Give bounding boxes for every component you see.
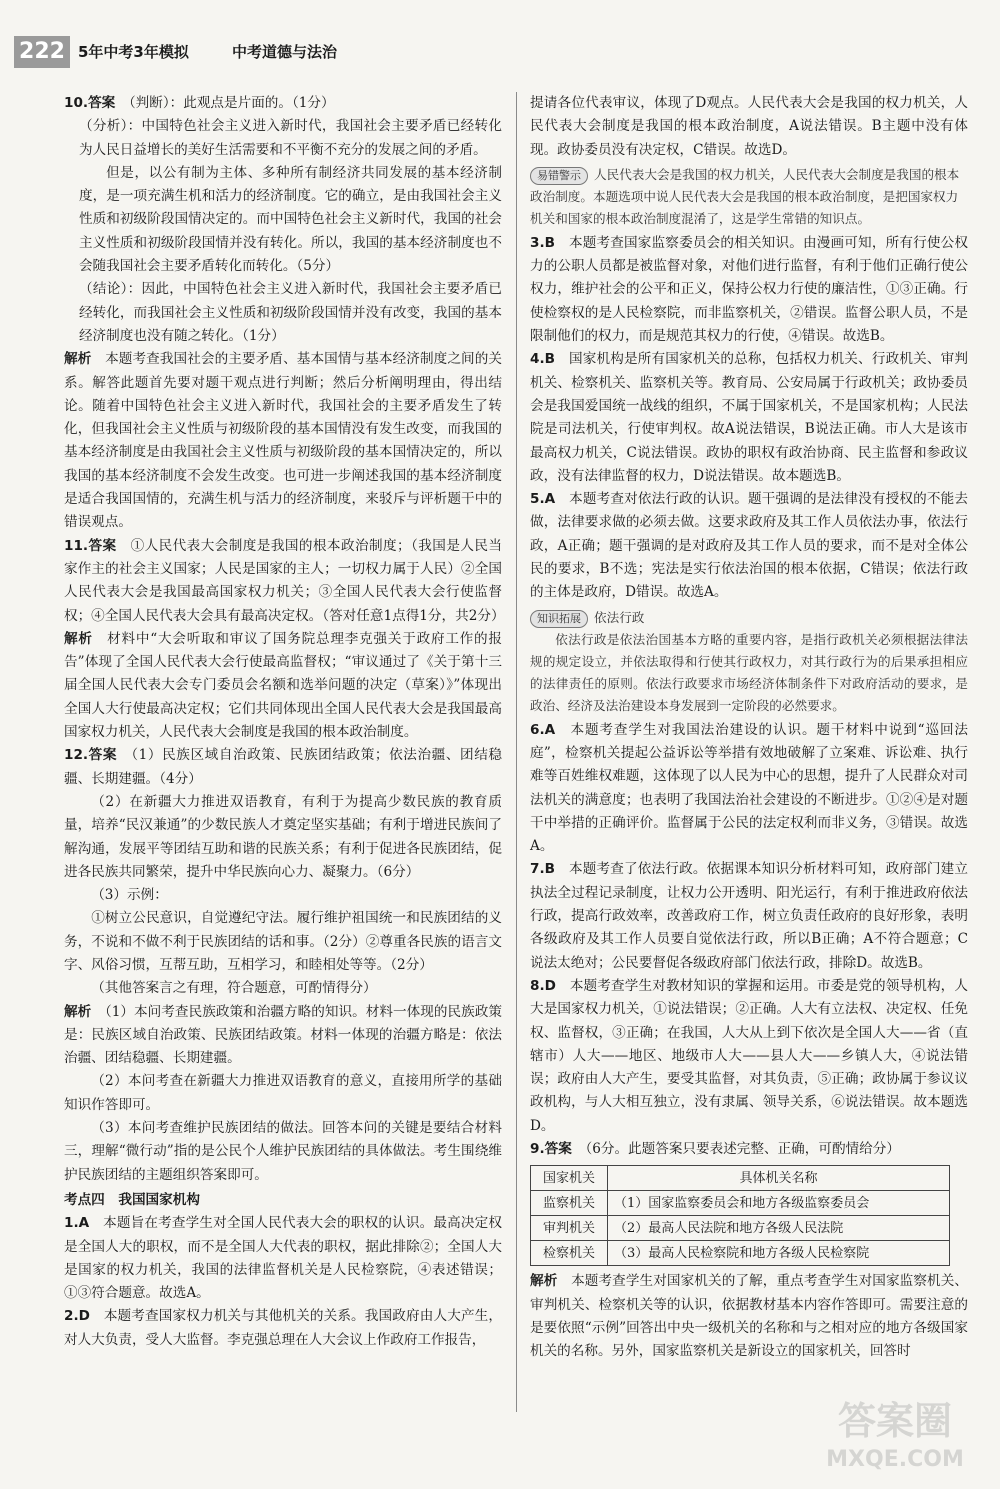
knowledge-extension-tip [530,607,968,717]
section-title: 考点四 我国国家机构 [64,1191,200,1208]
page-header [0,0,1000,72]
q2-answer: 2.D 本题考查国家权力机关与其他机关的关系。我国政府由人大产生，对人大负责，受人大监督。李克强总理在人大会议上作政府工作报告， [64,1308,503,1348]
q12-explanation-2: （2）本问考查在新疆大力推进双语教育的意义，直接用所学的基础知识作答即可。 [64,1073,502,1113]
q12-answer-2: （2）在新疆大力推进双语教育，有利于为提高少数民族的教育质量，培养“民汉兼通”的少数民族人才奠定坚实基础；有利于增进民族间了解沟通，发展平等团结互助和谐的民族关系；有利于促进各民族团结，促进各民族共同繁荣，提升中华民族向心力、凝聚力。（6分） [64,793,502,880]
q7-answer: 7.B 本题考查了依法行政。依据课本知识分析材料可知，政府部门建立执法全过程记录制度，让权力公开透明、阳光运行，有利于推进政府依法行政，提高行政效率，改善政府工作，树立负责任政府的良好形象，表明各级政府及其工作人员要自觉依法行政，所以B正确；A不符合题意；C说法太绝对；公民要督促各级政府部门依法行政，排除D。故选B。 [530,861,969,971]
q1-answer: 1.A 本题旨在考查学生对全国人民代表大会的职权的认识。最高决定权是全国人大的职权，而不是全国人大代表的职权，据此排除②；全国人大是国家的权力机关，我国的法律监督机关是人民检察院，④表述错误；①③符合题意。故选A。 [64,1215,503,1302]
tip-text: 人民代表大会是我国的权力机关，人民代表大会制度是我国的根本政治制度。本题选项中说人民代表大会是我国的根本政治制度，是把国家权力机关和国家的根本政治制度混淆了，这是学生常错的知识点。 [530,166,960,226]
q10-explanation: 解析 本题考查我国社会的主要矛盾、基本国情与基本经济制度之间的关系。解答此题首先要对题干观点进行判断；然后分析阐明理由，得出结论。随着中国特色社会主义进入新时代，我国社会的主要矛盾发生了转化，但我国社会主义性质与初级阶段的基本国情没有发生改变，而我国的基本经济制度是由我国社会主义性质与初级阶段的基本国情决定的，所以我国的基本经济制度不会发生改变。也可进一步阐述我国的基本经济制度是适合我国国情的，充满生机与活力的经济制度，来驳斥与评析题干中的错误观点。 [64,351,503,531]
q12-explanation-3: （3）本问考查维护民族团结的做法。回答本问的关键是要结合材料三，理解“微行动”指的是公民个人维护民族团结的具体做法。考生围绕维护民族团结的主题组织答案即可。 [64,1120,502,1183]
table-cell: 监察机关 [531,1191,608,1216]
table-header-cell: 国家机关 [531,1166,608,1191]
table-cell: （1）国家监察委员会和地方各级监察委员会 [608,1191,950,1216]
q12-answer-5: （其他答案言之有理，符合题意，可酌情得分） [91,980,377,997]
q4-answer: 4.B 国家机构是所有国家机关的总称，包括权力机关、行政机关、审判机关、检察机关、监察机关等。教育局、公安局属于行政机关；政协委员会是我国爱国统一战线的组织，不属于国家机关，不是国家机构；人民法院是司法机关，行使审判权。故A说法错误，B说法正确。市人大是该市最高权力机关，C说法错误。政协的职权有政治协商、民主监督和参政议政，没有法律监督的权力，D说法错误。故本题选B。 [530,351,969,484]
tip-title: 依法行政 [594,609,645,625]
q9-explanation: 解析 本题考查学生对国家机关的了解，重点考查学生对国家监察机关、审判机关、检察机关等的认识，依据教材基本内容作答即可。需要注意的是要依照“示例”回答出中央一级机关的名称和与之相对应的地方各级国家机关的名称。另外，国家监察机关是新设立的国家机关，回答时 [530,1273,969,1360]
q12-answer: 12.答案 （1）民族区域自治政策、民族团结政策；依法治疆、团结稳疆、长期建疆。（4分） [64,747,503,787]
watermark-url: MXQE.COM [826,1447,964,1472]
table-row [531,1191,950,1216]
table-cell: 审判机关 [531,1216,608,1241]
q12-answer-3: （3）示例： [91,887,168,904]
tip-text: 依法行政是依法治国基本方略的重要内容，是指行政机关必须根据法律法规的规定设立，并依法取得和行使其行政权力，对其行政行为的后果承担相应的法律责任的原则。依法行政要求市场经济体制条件下对政府活动的要求，是政治、经济及法治建设本身发展到一定阶段的必然要求。 [530,631,968,713]
table-header-cell: 具体机关名称 [608,1166,950,1191]
table-cell: （2）最高人民法院和地方各级人民法院 [608,1216,950,1241]
q12-answer-4: ①树立公民意识，自觉遵纪守法。履行维护祖国统一和民族团结的义务，不说和不做不利于民族团结的话和事。（2分）②尊重各民族的语言文字、风俗习惯，互帮互助，互相学习，和睦相处等等。（2分） [64,910,502,973]
error-warning-tip [530,164,968,230]
page-number: 222 [14,36,70,68]
watermark-text: 答案圈 [837,1399,953,1443]
column-divider [516,92,517,1412]
q5-answer: 5.A 本题考查对依法行政的认识。题干强调的是法律没有授权的不能去做，法律要求做的必须去做。这要求政府及其工作人员依法办事，依法行政，A正确；题干强调的是对政府及其工作人员的要求，而不是对全体公民的要求，B不选；宪法是实行依法治国的根本依据，C错误；依法行政的主体是政府，D错误。故选A。 [530,491,969,601]
q10-conclusion: （结论）：因此，中国特色社会主义进入新时代，我国社会主要矛盾已经转化，而我国社会主义性质和初级阶段国情并没有改变，我国的基本经济制度也没有随之转化。（1分） [78,281,502,344]
q12-explanation: 解析 （1）本问考查民族政策和治疆方略的知识。材料一体现的民族政策是：民族区域自治政策、民族团结政策。材料一体现的治疆方略是：依法治疆、团结稳疆、长期建疆。 [64,1003,503,1067]
table-row [531,1216,950,1241]
q6-answer: 6.A 本题考查学生对我国法治建设的认识。题干材料中说到“巡回法庭”，检察机关提起公益诉讼等举措有效地破解了立案难、诉讼难、执行难等百姓维权难题，这体现了以人民为中心的思想，提升了人民群众对司法机关的满意度；也表明了我国法治社会建设的不断进步。①②④是对题干中举措的正确评价。监督属于公民的法定权利而非义务，③错误。故选A。 [530,721,969,855]
right-column [530,92,968,1363]
q8-answer: 8.D 本题考查学生对教材知识的掌握和运用。市委是党的领导机构，人大是国家权力机关，①说法错误；②正确。人大有立法权、决定权、任免权、监督权，③正确；在我国，人大从上到下依次是全国人大——省（直辖市）人大——地区、地级市人大——县人大——乡镇人大，④说法错误；政府由人大产生，要受其监督，对其负责，⑤正确；政协属于参议议政机构，与人大相互独立，没有隶属、领导关系，⑥说法错误。故本题选D。 [530,977,969,1134]
tip-badge: 知识拓展 [530,610,588,628]
q11-answer: 11.答案 ①人民代表大会制度是我国的根本政治制度；（我国是人民当家作主的社会主义国家；人民是国家的主人；一切权力属于人民）②全国人民代表大会是我国最高国家权力机关；③全国人民代表大会行使监督权；④全国人民代表大会具有最高决定权。（答对任意1点得1分，共2分） [64,537,505,624]
q3-answer: 3.B 本题考查国家监察委员会的相关知识。由漫画可知，所有行使公权力的公职人员都是被监督对象，对他们进行监督，有利于他们正确行使公权力，维护社会的公平和正义，保持公权力行使的廉洁性，①③正确。行使检察权的是人民检察院，而非监察机关，②错误。监督公职人员，不是限制他们的权力，而是规范其权力的行使，④错误。故选B。 [530,234,969,345]
state-organs-table [530,1165,950,1266]
q11-explanation: 解析 材料中“大会听取和审议了国务院总理李克强关于政府工作的报告”体现了全国人民代表大会行使最高监督权；“审议通过了《关于第十三届全国人民代表大会专门委员会名额和选举问题的决定（草案）》”体现出全国人大行使最高决定权；它们共同体现出全国人民代表大会是我国最高国家权力机关，人民代表大会制度是我国的根本政治制度。 [64,630,503,741]
table-row [531,1241,950,1266]
tip-badge: 易错警示 [530,167,588,185]
table-header-row [531,1166,950,1191]
q10-analysis: （分析）：中国特色社会主义进入新时代，我国社会主要矛盾已经转化为人民日益增长的美好生活需要和不平衡不充分的发展之间的矛盾。 [78,118,502,158]
left-column [64,92,505,1352]
q2-continued: 提请各位代表审议，体现了D观点。人民代表大会是我国的权力机关，人民代表大会制度是我国的根本政治制度，A说法错误。B主题中没有体现。政协委员没有决定权，C错误。故选D。 [530,95,968,158]
table-cell: （3）最高人民检察院和地方各级人民检察院 [608,1241,950,1266]
subject-title: 中考道德与法治 [232,43,338,61]
book-title: 5年中考3年模拟 [78,43,189,61]
q10-answer: 10.答案 （判断）：此观点是片面的。（1分） [64,95,335,111]
watermark-logo [810,1388,980,1476]
q9-answer: 9.答案 （6分。此题答案只要表述完整、正确，可酌情给分） [530,1140,900,1157]
q10-reasoning: 但是，以公有制为主体、多种所有制经济共同发展的基本经济制度，是一项充满生机和活力的经济制度。它的确立，是由我国社会主义性质和初级阶段国情决定的。而中国特色社会主义新时代，我国的社会主义性质和初级阶段国情并没有转化。所以，我国的基本经济制度也不会随我国社会主要矛盾转化而转化。（5分） [78,164,502,275]
table-cell: 检察机关 [531,1241,608,1266]
